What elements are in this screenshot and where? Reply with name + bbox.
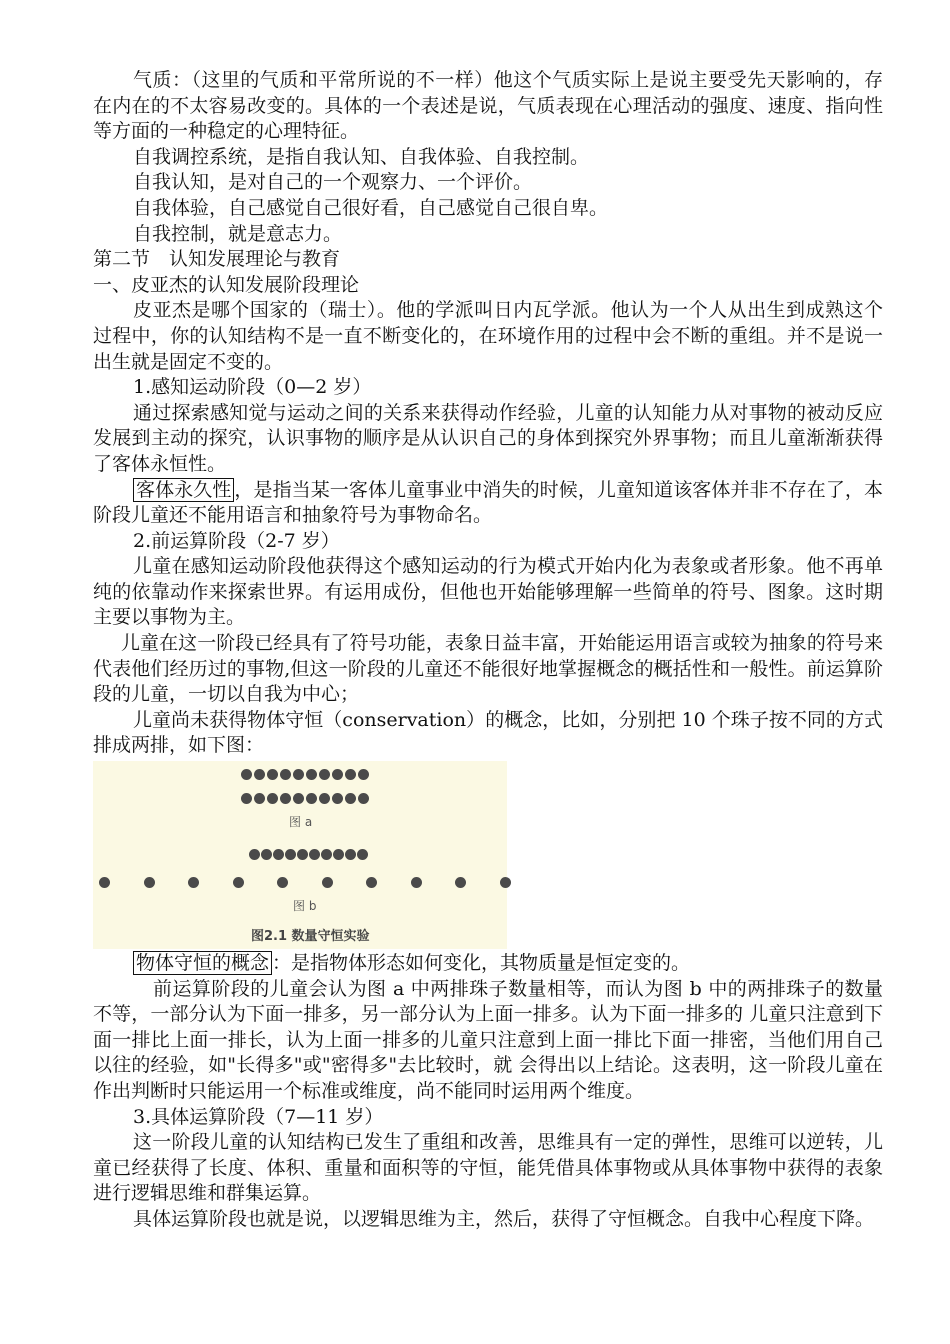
bead (319, 793, 330, 804)
bead (277, 877, 288, 888)
bead (188, 877, 199, 888)
paragraph-self-regulation: 自我调控系统，是指自我认知、自我体验、自我控制。 (133, 145, 590, 168)
bead (273, 849, 284, 860)
figure-label-b: 图 b (293, 899, 317, 914)
stage-1-heading: 1.感知运动阶段（0—2 岁） (133, 376, 372, 399)
paragraph-object-permanence (93, 478, 883, 529)
bead (333, 849, 344, 860)
conservation-figure (93, 761, 507, 949)
paragraph-concrete-summary: 具体运算阶段也就是说，以逻辑思维为主，然后，获得了守恒概念。自我中心程度下降。 (133, 1207, 875, 1230)
bead (267, 769, 278, 780)
bead (254, 769, 265, 780)
paragraph-preoperational-1: 儿童在感知运动阶段他获得这个感知运动的行为模式开始内化为表象或者形象。他不再单纯的依靠动作来探索世界。有运用成份，但他也开始能够理解一些简单的符号、图象。这时期主要以事物为主。 (93, 555, 883, 629)
object-permanence-definition: ，是指当某一客体儿童事业中消失的时候，儿童知道该客体并非不存在了，本阶段儿童还不能用语言和抽象符号为事物命名。 (93, 478, 883, 527)
document-page (93, 68, 883, 1233)
paragraph-self-experience: 自我体验，自己感觉自己很好看，自己感觉自己很自卑。 (133, 196, 609, 219)
bead (319, 769, 330, 780)
paragraph-preoperational-2: 儿童在这一阶段已经具有了符号功能，表象日益丰富，开始能运用语言或较为抽象的符号来代表他们经历过的事物,但这一阶段的儿童还不能很好地掌握概念的概括性和一般性。前运算阶段的儿童，一切以自我为中心； (93, 632, 883, 706)
bead (366, 877, 377, 888)
paragraph-conservation-def (93, 951, 883, 977)
term-conservation: 物体守恒的概念 (133, 951, 272, 975)
bead (345, 769, 356, 780)
paragraph-sensorimotor: 通过探索感知觉与运动之间的关系来获得动作经验，儿童的认知能力从对事物的被动反应发展到主动的探究，认识事物的顺序是从认识自己的身体到探究外界事物；而且儿童渐渐获得了客体永恒性。 (93, 401, 883, 475)
bead (293, 769, 304, 780)
bead (285, 849, 296, 860)
bead (332, 769, 343, 780)
stage-2-heading: 2.前运算阶段（2-7 岁） (133, 529, 340, 552)
figure-label-a: 图 a (289, 815, 313, 830)
bead (345, 793, 356, 804)
subsection-heading: 一、皮亚杰的认知发展阶段理论 (93, 273, 360, 296)
paragraph-self-control: 自我控制，就是意志力。 (133, 222, 343, 245)
bead (332, 793, 343, 804)
bead (144, 877, 155, 888)
bead (322, 877, 333, 888)
bead (309, 849, 320, 860)
bead-row-b-bottom (93, 877, 507, 889)
bead (306, 769, 317, 780)
bead (411, 877, 422, 888)
bead (280, 769, 291, 780)
paragraph-temperament: 气质：（这里的气质和平常所说的不一样）他这个气质实际上是说主要受先天影响的，存在内在的不太容易改变的。具体的一个表述是说，气质表现在心理活动的强度、速度、指向性等方面的一种稳定的心理特征。 (93, 69, 883, 143)
bead (267, 793, 278, 804)
bead-row-a-top (93, 769, 507, 781)
conservation-definition: ：是指物体形态如何变化，其物质量是恒定变的。 (272, 952, 691, 975)
bead (358, 793, 369, 804)
stage-3-heading: 3.具体运算阶段（7—11 岁） (133, 1105, 384, 1128)
bead (254, 793, 265, 804)
bead (241, 793, 252, 804)
paragraph-conservation-intro: 儿童尚未获得物体守恒（conservation）的概念，比如，分别把 10 个珠子按不同的方式排成两排，如下图： (93, 708, 883, 757)
figure-caption: 图2.1 数量守恒实验 (251, 929, 370, 945)
bead-row-b-top (93, 849, 507, 861)
bead-row-a-bottom (93, 793, 507, 805)
bead (293, 793, 304, 804)
bead (249, 849, 260, 860)
bead (297, 849, 308, 860)
bead (357, 849, 368, 860)
paragraph-self-cognition: 自我认知，是对自己的一个观察力、一个评价。 (133, 171, 533, 194)
bead (233, 877, 244, 888)
bead (345, 849, 356, 860)
paragraph-concrete-operational: 这一阶段儿童的认知结构已发生了重组和改善，思维具有一定的弹性，思维可以逆转，儿童已经获得了长度、体积、重量和面积等的守恒，能凭借具体事物或从具体事物中获得的表象进行逻辑思维和群集运算。 (93, 1131, 883, 1205)
bead (99, 877, 110, 888)
bead (261, 849, 272, 860)
bead (241, 769, 252, 780)
bead (455, 877, 466, 888)
bead (306, 793, 317, 804)
bead (500, 877, 511, 888)
paragraph-piaget-intro: 皮亚杰是哪个国家的（瑞士）。他的学派叫日内瓦学派。他认为一个人从出生到成熟这个过程中，你的认知结构不是一直不断变化的，在环境作用的过程中会不断的重组。并不是说一出生就是固定不变的。 (93, 299, 883, 373)
bead (280, 793, 291, 804)
bead (321, 849, 332, 860)
section-heading: 第二节 认知发展理论与教育 (93, 248, 341, 271)
paragraph-conservation-explain: 前运算阶段的儿童会认为图 a 中两排珠子数量相等，而认为图 b 中的两排珠子的数量不等，一部分认为下面一排多，另一部分认为上面一排多。认为下面一排多的 儿童只注意到下面一排比上面一排长，认为上面一排多的儿童只注意到上面一排比下面一排密，当他们用自己以往的经验，如"长得多"或"密得多"去比较时，就 会得出以上结论。这表明，这一阶段儿童在作出判断时只能运用一个标准或维度，尚不能同时运用两个维度。 (93, 977, 883, 1102)
bead (358, 769, 369, 780)
term-object-permanence: 客体永久性 (133, 478, 234, 502)
